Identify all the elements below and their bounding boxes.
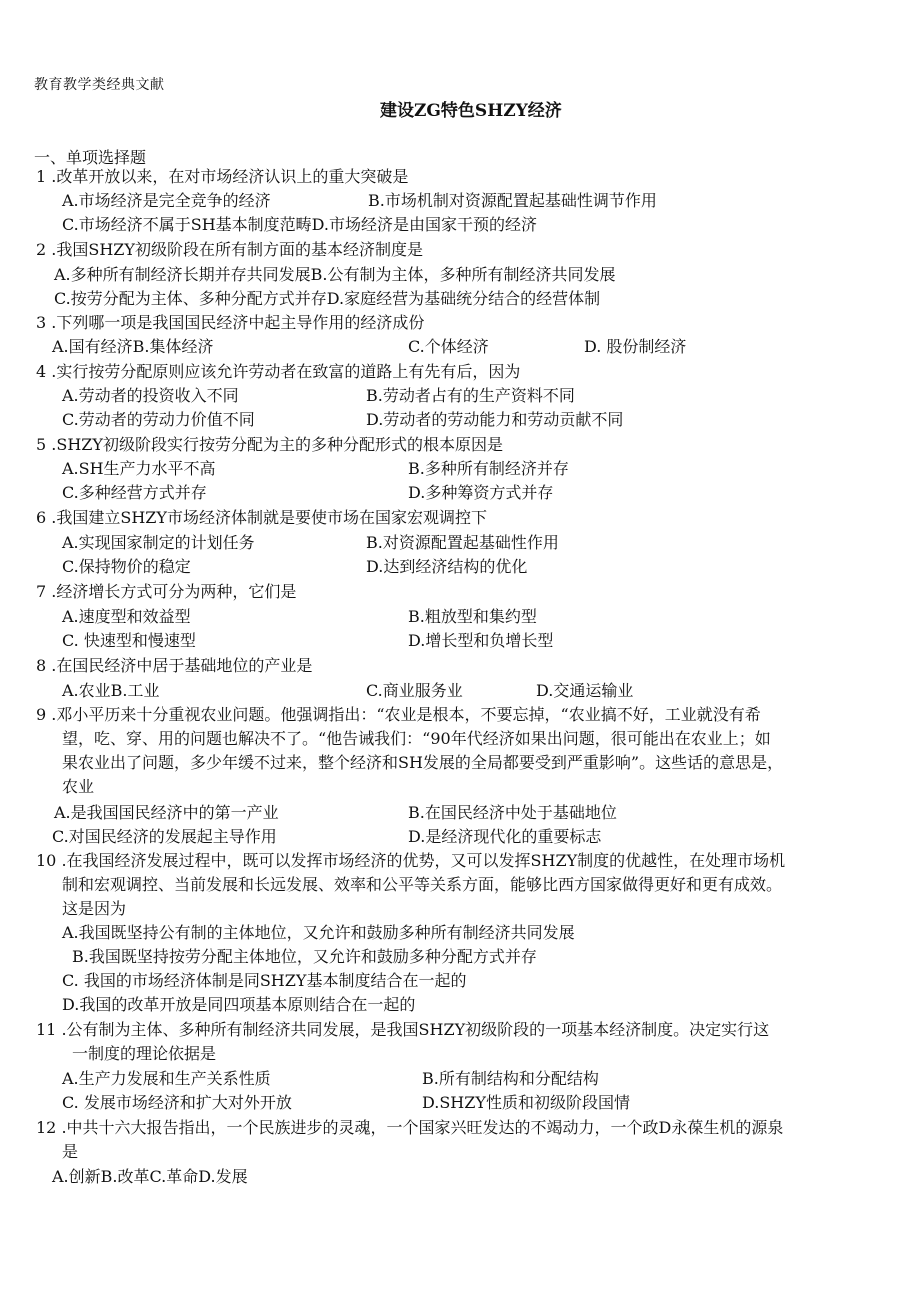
question-11-option: D.SHZY性质和初级阶段国情 [422, 1093, 630, 1112]
question-3-option: D. 股份制经济 [584, 337, 687, 356]
question-2-option: A.多种所有制经济长期并存共同发展B.公有制为主体，多种所有制经济共同发展 [54, 265, 616, 284]
question-5-option: B.多种所有制经济并存 [408, 459, 569, 478]
question-6-option: A.实现国家制定的计划任务 [62, 533, 255, 552]
question-stem-9: 9 .邓小平历来十分重视农业问题。他强调指出：“农业是根本，不要忘掉，“农业搞不好，工业就没有希 [36, 705, 761, 724]
question-11-option: C. 发展市场经济和扩大对外开放 [62, 1093, 292, 1112]
question-11-option: B.所有制结构和分配结构 [422, 1069, 599, 1088]
question-3-option: C.个体经济 [408, 337, 489, 356]
question-4-option: D.劳动者的劳动能力和劳动贡献不同 [366, 410, 624, 429]
doc-header: 教育教学类经典文献 [34, 77, 165, 93]
question-stem-4: 4 .实行按劳分配原则应该允许劳动者在致富的道路上有先有后，因为 [36, 362, 521, 381]
question-7-option: A.速度型和效益型 [62, 607, 191, 626]
question-stem-1: 1 .改革开放以来，在对市场经济认识上的重大突破是 [36, 167, 409, 186]
question-stem-9: 果农业出了问题，多少年缓不过来，整个经济和SH发展的全局都要受到严重影响”。这些话的意思是， [62, 753, 784, 772]
question-10-option: C. 我国的市场经济体制是同SHZY基本制度结合在一起的 [62, 971, 467, 990]
question-1-option: B.市场机制对资源配置起基础性调节作用 [368, 191, 657, 210]
question-stem-7: 7 .经济增长方式可分为两种，它们是 [36, 582, 297, 601]
question-stem-6: 6 .我国建立SHZY市场经济体制就是要使市场在国家宏观调控下 [36, 508, 487, 527]
question-6-option: D.达到经济结构的优化 [366, 557, 528, 576]
question-10-option: D.我国的改革开放是同四项基本原则结合在一起的 [62, 995, 416, 1014]
question-1-option: A.市场经济是完全竞争的经济 [62, 191, 271, 210]
question-stem-12: 是 [62, 1142, 79, 1161]
question-5-option: C.多种经营方式并存 [62, 483, 207, 502]
question-stem-2: 2 .我国SHZY初级阶段在所有制方面的基本经济制度是 [36, 240, 423, 259]
question-10-option: B.我国既坚持按劳分配主体地位，又允许和鼓励多种分配方式并存 [72, 947, 537, 966]
question-stem-5: 5 .SHZY初级阶段实行按劳分配为主的多种分配形式的根本原因是 [36, 435, 503, 454]
section-heading: 一、单项选择题 [34, 148, 147, 167]
question-6-option: C.保持物价的稳定 [62, 557, 191, 576]
question-stem-11: 11 .公有制为主体、多种所有制经济共同发展，是我国SHZY初级阶段的一项基本经济制度。决定实行这 [36, 1020, 770, 1039]
question-8-option: D.交通运输业 [536, 681, 634, 700]
question-6-option: B.对资源配置起基础性作用 [366, 533, 559, 552]
question-7-option: B.粗放型和集约型 [408, 607, 537, 626]
question-4-option: C.劳动者的劳动力价值不同 [62, 410, 255, 429]
question-stem-11: 一制度的理论依据是 [72, 1044, 217, 1063]
question-9-option: A.是我国国民经济中的第一产业 [54, 803, 279, 822]
question-1-option: C.市场经济不属于SH基本制度范畴D.市场经济是由国家干预的经济 [62, 215, 538, 234]
question-9-option: C.对国民经济的发展起主导作用 [52, 827, 277, 846]
question-7-option: D.增长型和负增长型 [408, 631, 554, 650]
question-12-option: A.创新B.改革C.革命D.发展 [52, 1167, 248, 1186]
question-4-option: A.劳动者的投资收入不同 [62, 386, 239, 405]
question-stem-10: 这是因为 [62, 899, 127, 918]
question-9-option: B.在国民经济中处于基础地位 [408, 803, 617, 822]
question-11-option: A.生产力发展和生产关系性质 [62, 1069, 271, 1088]
question-stem-3: 3 .下列哪一项是我国国民经济中起主导作用的经济成份 [36, 313, 425, 332]
question-3-option: A.国有经济B.集体经济 [52, 337, 214, 356]
question-7-option: C. 快速型和慢速型 [62, 631, 196, 650]
question-stem-8: 8 .在国民经济中居于基础地位的产业是 [36, 656, 313, 675]
question-9-option: D.是经济现代化的重要标志 [408, 827, 602, 846]
question-stem-9: 望，吃、穿、用的问题也解决不了。“他告诫我们：“90年代经济如果出问题，很可能出在农业上；如 [62, 729, 771, 748]
question-5-option: A.SH生产力水平不高 [62, 459, 216, 478]
question-8-option: C.商业服务业 [366, 681, 463, 700]
question-5-option: D.多种筹资方式并存 [408, 483, 554, 502]
question-stem-10: 10 .在我国经济发展过程中，既可以发挥市场经济的优势，又可以发挥SHZY制度的优越性，在处理市场机 [36, 851, 786, 870]
doc-title: 建设ZG特色SHZY经济 [380, 101, 562, 121]
question-10-option: A.我国既坚持公有制的主体地位，又允许和鼓励多种所有制经济共同发展 [62, 923, 575, 942]
question-4-option: B.劳动者占有的生产资料不同 [366, 386, 575, 405]
question-8-option: A.农业B.工业 [62, 681, 160, 700]
question-2-option: C.按劳分配为主体、多种分配方式并存D.家庭经营为基础统分结合的经营体制 [54, 289, 601, 308]
question-stem-10: 制和宏观调控、当前发展和长远发展、效率和公平等关系方面，能够比西方国家做得更好和更有成效。 [62, 875, 783, 894]
question-stem-12: 12 .中共十六大报告指出，一个民族进步的灵魂，一个国家兴旺发达的不竭动力，一个政D永葆生机的源泉 [36, 1118, 784, 1137]
question-stem-9: 农业 [62, 777, 95, 796]
